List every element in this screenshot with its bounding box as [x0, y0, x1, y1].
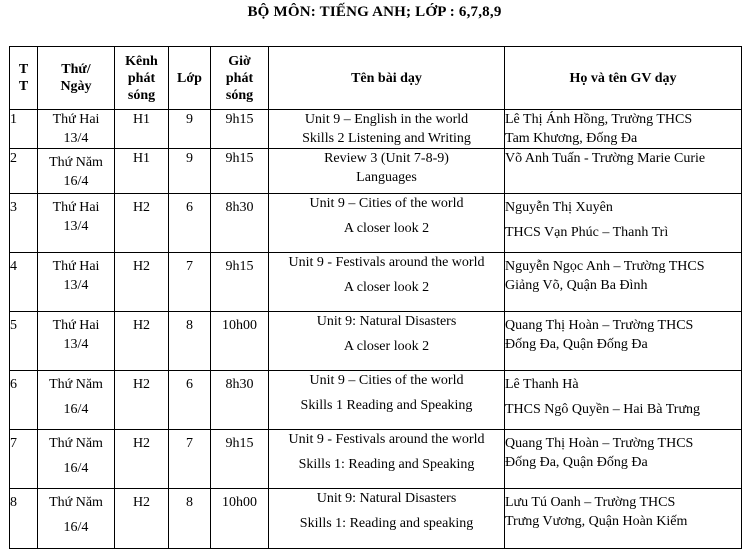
header-grade: Lớp	[169, 47, 211, 110]
cell-grade: 9	[169, 149, 211, 194]
cell-date: Thứ Hai 13/4	[38, 253, 115, 312]
cell-grade: 6	[169, 371, 211, 430]
header-teacher: Họ và tên GV dạy	[505, 47, 742, 110]
cell-channel: H2	[115, 489, 169, 549]
cell-channel: H2	[115, 430, 169, 489]
cell-channel: H2	[115, 194, 169, 253]
header-tt: T T	[10, 47, 38, 110]
cell-tt: 1	[10, 110, 38, 149]
table-row	[10, 430, 742, 489]
cell-teacher: Lê Thanh Hà THCS Ngô Quyền – Hai Bà Trưng	[505, 371, 742, 430]
cell-grade: 6	[169, 194, 211, 253]
cell-channel: H1	[115, 110, 169, 149]
schedule-table	[9, 46, 742, 549]
cell-time: 10h00	[211, 312, 269, 371]
cell-time: 8h30	[211, 194, 269, 253]
cell-time: 9h15	[211, 110, 269, 149]
cell-lesson: Review 3 (Unit 7-8-9) Languages	[269, 149, 505, 194]
cell-teacher: Nguyễn Ngọc Anh – Trường THCS Giảng Võ, Quận Ba Đình	[505, 253, 742, 312]
cell-tt: 4	[10, 253, 38, 312]
table-row	[10, 149, 742, 194]
cell-date: Thứ Năm 16/4	[38, 489, 115, 549]
cell-teacher: Quang Thị Hoàn – Trường THCS Đống Đa, Quận Đống Đa	[505, 430, 742, 489]
cell-teacher: Lưu Tú Oanh – Trường THCS Trưng Vương, Quận Hoàn Kiếm	[505, 489, 742, 549]
cell-channel: H2	[115, 253, 169, 312]
cell-lesson: Unit 9 – Cities of the world Skills 1 Reading and Speaking	[269, 371, 505, 430]
cell-time: 10h00	[211, 489, 269, 549]
cell-date: Thứ Hai 13/4	[38, 110, 115, 149]
cell-date: Thứ Năm 16/4	[38, 149, 115, 194]
table-row	[10, 312, 742, 371]
page-title: BỘ MÔN: TIẾNG ANH; LỚP : 6,7,8,9	[247, 4, 502, 20]
cell-grade: 8	[169, 312, 211, 371]
cell-lesson: Unit 9 – English in the world Skills 2 Listening and Writing	[269, 110, 505, 149]
cell-teacher: Võ Anh Tuấn - Trường Marie Curie	[505, 149, 742, 194]
cell-tt: 6	[10, 371, 38, 430]
cell-channel: H2	[115, 371, 169, 430]
cell-date: Thứ Hai 13/4	[38, 312, 115, 371]
cell-lesson: Unit 9 – Cities of the world A closer look 2	[269, 194, 505, 253]
table-row	[10, 371, 742, 430]
cell-grade: 7	[169, 430, 211, 489]
cell-lesson: Unit 9 - Festivals around the world Skills 1: Reading and Speaking	[269, 430, 505, 489]
cell-teacher: Quang Thị Hoàn – Trường THCS Đống Đa, Quận Đống Đa	[505, 312, 742, 371]
cell-tt: 3	[10, 194, 38, 253]
cell-lesson: Unit 9: Natural Disasters A closer look 2	[269, 312, 505, 371]
cell-tt: 7	[10, 430, 38, 489]
cell-grade: 9	[169, 110, 211, 149]
cell-date: Thứ Năm 16/4	[38, 371, 115, 430]
header-channel: Kênh phát sóng	[115, 47, 169, 110]
table-row	[10, 489, 742, 549]
cell-time: 8h30	[211, 371, 269, 430]
table-row	[10, 253, 742, 312]
table-row	[10, 110, 742, 149]
cell-channel: H2	[115, 312, 169, 371]
cell-time: 9h15	[211, 253, 269, 312]
header-row	[10, 47, 742, 110]
header-time: Giờ phát sóng	[211, 47, 269, 110]
cell-channel: H1	[115, 149, 169, 194]
table-row	[10, 194, 742, 253]
cell-teacher: Nguyễn Thị Xuyên THCS Vạn Phúc – Thanh Trì	[505, 194, 742, 253]
cell-time: 9h15	[211, 430, 269, 489]
header-lesson: Tên bài dạy	[269, 47, 505, 110]
cell-tt: 5	[10, 312, 38, 371]
cell-grade: 7	[169, 253, 211, 312]
cell-time: 9h15	[211, 149, 269, 194]
header-date: Thứ/ Ngày	[38, 47, 115, 110]
cell-lesson: Unit 9 - Festivals around the world A closer look 2	[269, 253, 505, 312]
cell-tt: 2	[10, 149, 38, 194]
cell-grade: 8	[169, 489, 211, 549]
cell-teacher: Lê Thị Ánh Hồng, Trường THCS Tam Khương, Đống Đa	[505, 110, 742, 149]
cell-lesson: Unit 9: Natural Disasters Skills 1: Reading and speaking	[269, 489, 505, 549]
cell-date: Thứ Năm 16/4	[38, 430, 115, 489]
cell-tt: 8	[10, 489, 38, 549]
cell-date: Thứ Hai 13/4	[38, 194, 115, 253]
